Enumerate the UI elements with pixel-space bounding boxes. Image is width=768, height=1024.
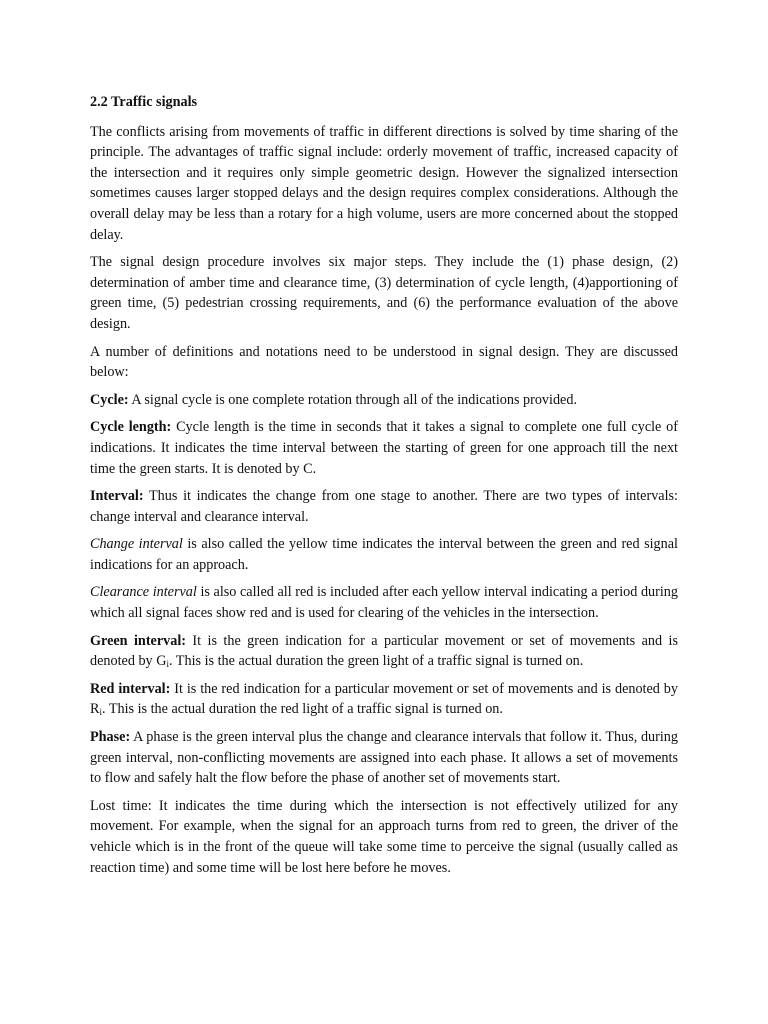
definition-cycle [90,390,678,411]
term-cycle: Cycle: [90,391,129,408]
definition-interval-text: Thus it indicates the change from one stage to another. There are two types of intervals: change interval and clearance interval. [90,488,678,525]
definition-change-interval-text: is also called the yellow time indicates the interval between the green and red signal indications for an approach. [90,536,678,573]
term-red-interval: Red interval: [90,680,171,697]
term-green-interval: Green interval: [90,632,186,649]
definition-cycle-length [90,417,678,479]
intro-paragraph: The conflicts arising from movements of traffic in different directions is solved by time sharing of the principle. The advantages of traffic signal include: orderly movement of traffic, increased capacity of the intersection and it requires only simple geometric design. However the signalized intersection sometimes causes larger stopped delays and the design requires complex considerations. Although the overall delay may be less than a rotary for a high volume, users are more concerned about the stopped delay. [90,123,678,243]
definition-change-interval [90,534,678,575]
definition-clearance-interval [90,582,678,623]
green-interval-subscript: i [166,659,169,670]
definition-lost-time: Lost time: It indicates the time during which the intersection is not effectively utilized for any movement. For example, when the signal for an approach turns from red to green, the driver of the vehicle which is in the front of the queue will take some time to perceive the signal (usually called as reaction time) and some time will be lost here before he moves. [90,797,678,876]
definition-green-interval-text-end: . This is the actual duration the green light of a traffic signal is turned on. [168,653,584,670]
definition-interval [90,486,678,527]
term-phase: Phase: [90,729,131,746]
red-interval-subscript: i [99,707,102,718]
term-change-interval: Change interval [90,536,183,553]
section-heading: 2.2 Traffic signals [90,94,198,110]
term-cycle-length: Cycle length: [90,419,172,436]
term-clearance-interval: Clearance interval [90,584,197,601]
definition-green-interval-text: It is the green indication for a particular movement or set of movements and is denoted by G [90,632,678,670]
definition-red-interval [90,679,678,720]
definition-cycle-length-text: Cycle length is the time in seconds that it takes a signal to complete one full cycle of indications. It indicates the time interval between the starting of green for one approach till the next time the green starts. It is denoted by C. [90,419,678,477]
definitions-intro-paragraph: A number of definitions and notations need to be understood in signal design. They are discussed below: [90,343,678,381]
definition-cycle-text: A signal cycle is one complete rotation through all of the indications provided. [128,391,577,408]
definition-phase-text: A phase is the green interval plus the change and clearance intervals that follow it. Thus, during green interval, non-conflicting movements are assigned into each phase. It allows a set of movements to flow and safely halt the flow before the phase of another set of movements start. [90,729,678,787]
term-interval: Interval: [90,488,144,505]
definition-clearance-interval-text: is also called all red is included after each yellow interval indicating a period during which all signal faces show red and is used for clearing of the vehicles in the intersection. [90,584,678,622]
document-page [90,92,678,885]
design-steps-paragraph: The signal design procedure involves six major steps. They include the (1) phase design, (2) determination of amber time and clearance time, (3) determination of cycle length, (4)apportioning of green time, (5) pedestrian crossing requirements, and (6) the performance evaluation of the above design. [90,254,678,332]
definition-red-interval-text-end: . This is the actual duration the red light of a traffic signal is turned on. [101,701,503,718]
definition-phase [90,727,678,789]
definition-red-interval-text: It is the red indication for a particular movement or set of movements and is denoted by R [90,680,678,718]
definition-green-interval [90,631,678,672]
